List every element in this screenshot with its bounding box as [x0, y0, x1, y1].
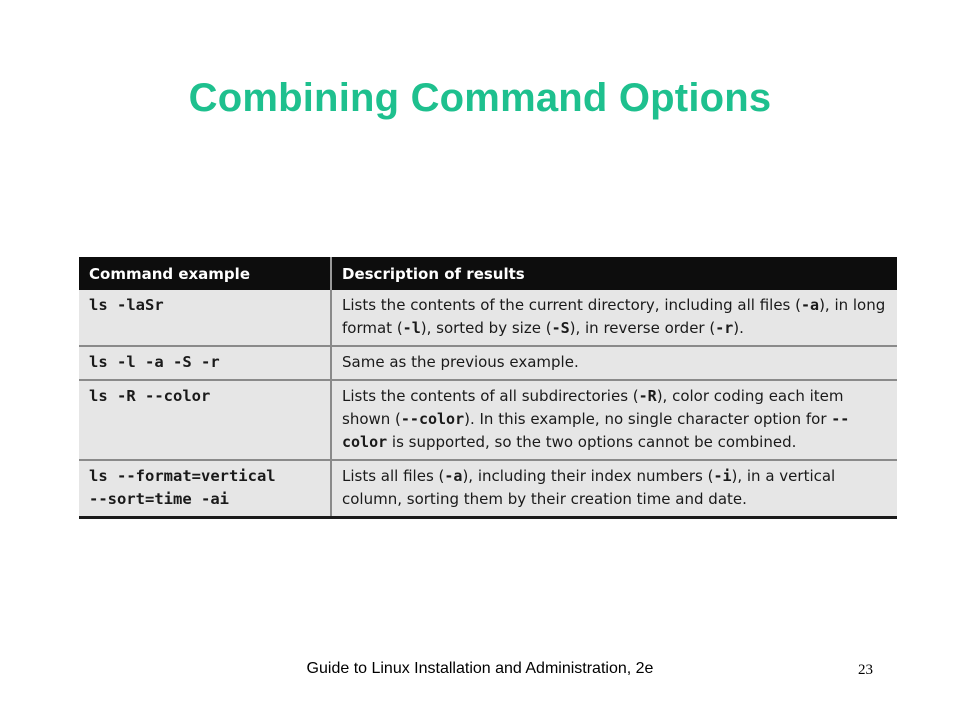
slide-title: Combining Command Options [188, 76, 772, 120]
description-text: ). In this example, no single character option for [464, 410, 832, 428]
description-cell [331, 460, 897, 518]
command-cell: ls -l -a -S -r [79, 346, 331, 380]
header-command: Command example [79, 257, 331, 290]
command-cell: ls -laSr [79, 290, 331, 346]
description-text: Same as the previous example. [342, 353, 579, 371]
option-code: --color [400, 410, 465, 428]
description-text: Lists the contents of the current directory, including all files ( [342, 296, 801, 314]
description-text: ), in long format ( [342, 296, 886, 337]
options-table [79, 257, 897, 519]
option-code: -a [801, 296, 820, 314]
command-cell: ls --format=vertical --sort=time -ai [79, 460, 331, 518]
table-header [79, 257, 897, 290]
option-code: -r [715, 319, 734, 337]
option-code: -i [713, 467, 732, 485]
header-row [79, 257, 897, 290]
option-code: -R [638, 387, 657, 405]
table-row [79, 346, 897, 380]
table-body [79, 290, 897, 518]
command-cell: ls -R --color [79, 380, 331, 460]
option-code: -a [444, 467, 463, 485]
description-cell [331, 290, 897, 346]
description-text: Lists the contents of all subdirectories ( [342, 387, 639, 405]
option-code: -S [551, 319, 570, 337]
option-code: --color [342, 410, 850, 451]
description-text: ), color coding each item shown ( [342, 387, 844, 428]
slide-footer: Guide to Linux Installation and Administration, 2e [306, 660, 654, 677]
header-description: Description of results [331, 257, 897, 290]
description-cell [331, 380, 897, 460]
description-text: ), in a vertical column, sorting them by their creation time and date. [342, 467, 836, 508]
description-text: is supported, so the two options cannot be combined. [387, 433, 797, 451]
options-table-container [79, 257, 897, 519]
description-text: ), including their index numbers ( [462, 467, 714, 485]
table-row [79, 460, 897, 518]
description-cell [331, 346, 897, 380]
table-row [79, 380, 897, 460]
description-text: ). [733, 319, 744, 337]
description-text: ), sorted by size ( [420, 319, 552, 337]
table-row [79, 290, 897, 346]
page-number: 23 [858, 662, 873, 678]
description-text: Lists all files ( [342, 467, 445, 485]
description-text: ), in reverse order ( [569, 319, 716, 337]
option-code: -l [402, 319, 421, 337]
